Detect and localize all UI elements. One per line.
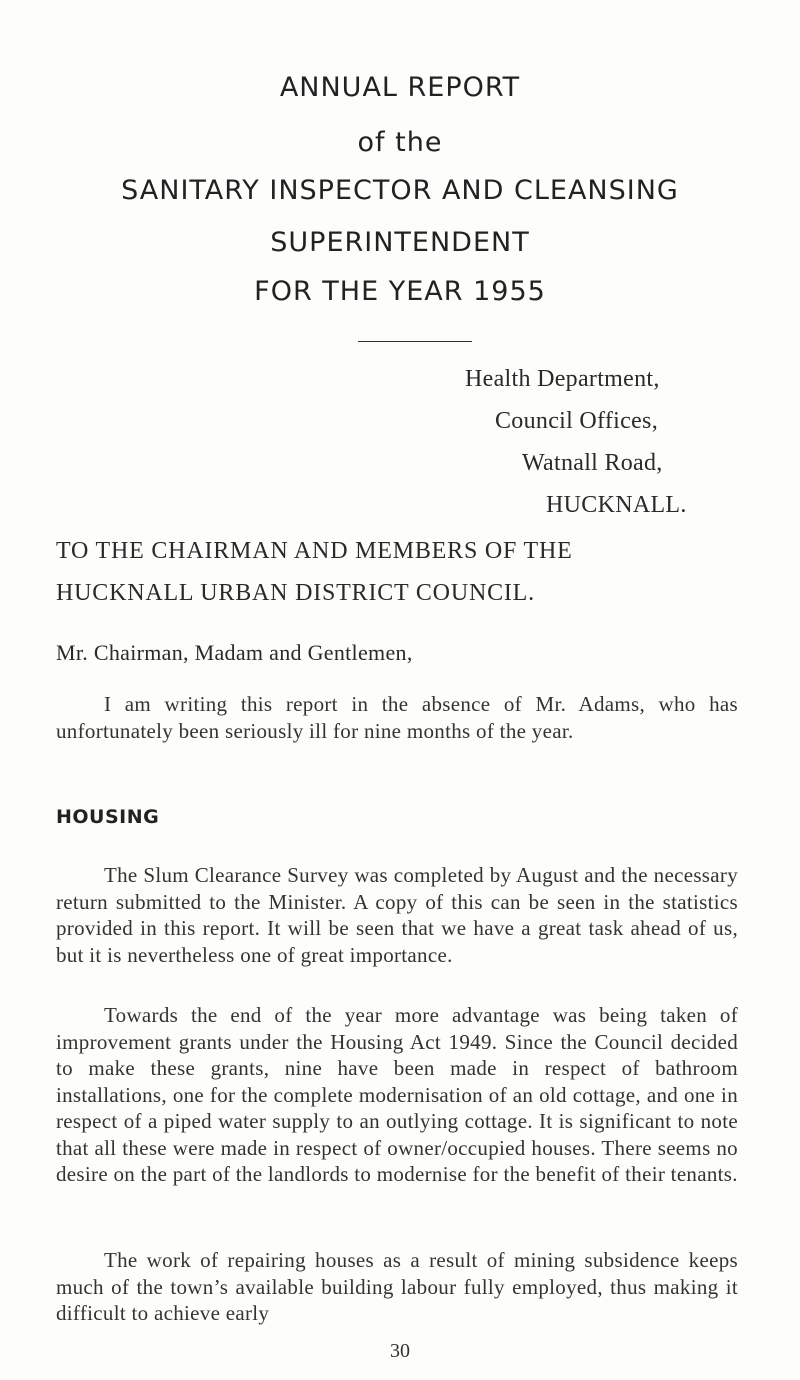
paragraph-slum-clearance: The Slum Clearance Survey was completed by August and the necessary return submitted to the Minister. A copy of this can be seen in the statistics provided in this report. It will be seen that we have a great task ahead of us, but it is nevertheless one of great importance. [56, 863, 738, 967]
title-line-of-the: of the [357, 127, 443, 158]
title-line-sanitary-inspector: SANITARY INSPECTOR AND CLEANSING [121, 175, 679, 206]
divider-rule [358, 341, 472, 342]
title-line-superintendent: SUPERINTENDENT [270, 227, 530, 258]
salutation: Mr. Chairman, Madam and Gentlemen, [56, 640, 413, 665]
address-line-1: Health Department, [465, 366, 660, 392]
address-line-4: HUCKNALL. [546, 492, 687, 518]
address-line-3: Watnall Road, [522, 450, 663, 476]
title-line-annual-report: ANNUAL REPORT [279, 72, 521, 103]
addressee-line-2: HUCKNALL URBAN DISTRICT COUNCIL. [56, 580, 535, 606]
paragraph-mining-subsidence: The work of repairing houses as a result of mining subsidence keeps much of the town’s available building labour fully employed, thus making it difficult to achieve early [56, 1248, 738, 1325]
addressee-line-1: TO THE CHAIRMAN AND MEMBERS OF THE [56, 538, 573, 564]
title-line-year: FOR THE YEAR 1955 [254, 276, 546, 307]
address-line-2: Council Offices, [495, 408, 658, 434]
intro-paragraph: I am writing this report in the absence of Mr. Adams, who has unfortunately been seriously ill for nine months of the year. [56, 692, 738, 743]
page-number: 30 [390, 1340, 410, 1362]
paragraph-improvement-grants: Towards the end of the year more advantage was being taken of improvement grants under the Housing Act 1949. Since the Council decided to make these grants, nine have been made in respect of bathroom installations, one for the complete modernisation of an old cottage, and one in respect of a piped water supply to an outlying cottage. It is significant to note that all these were made in respect of owner/occupied houses. There seems no desire on the part of the landlords to modernise for the benefit of their tenants. [56, 1003, 738, 1186]
section-heading-housing: HOUSING [56, 806, 160, 828]
